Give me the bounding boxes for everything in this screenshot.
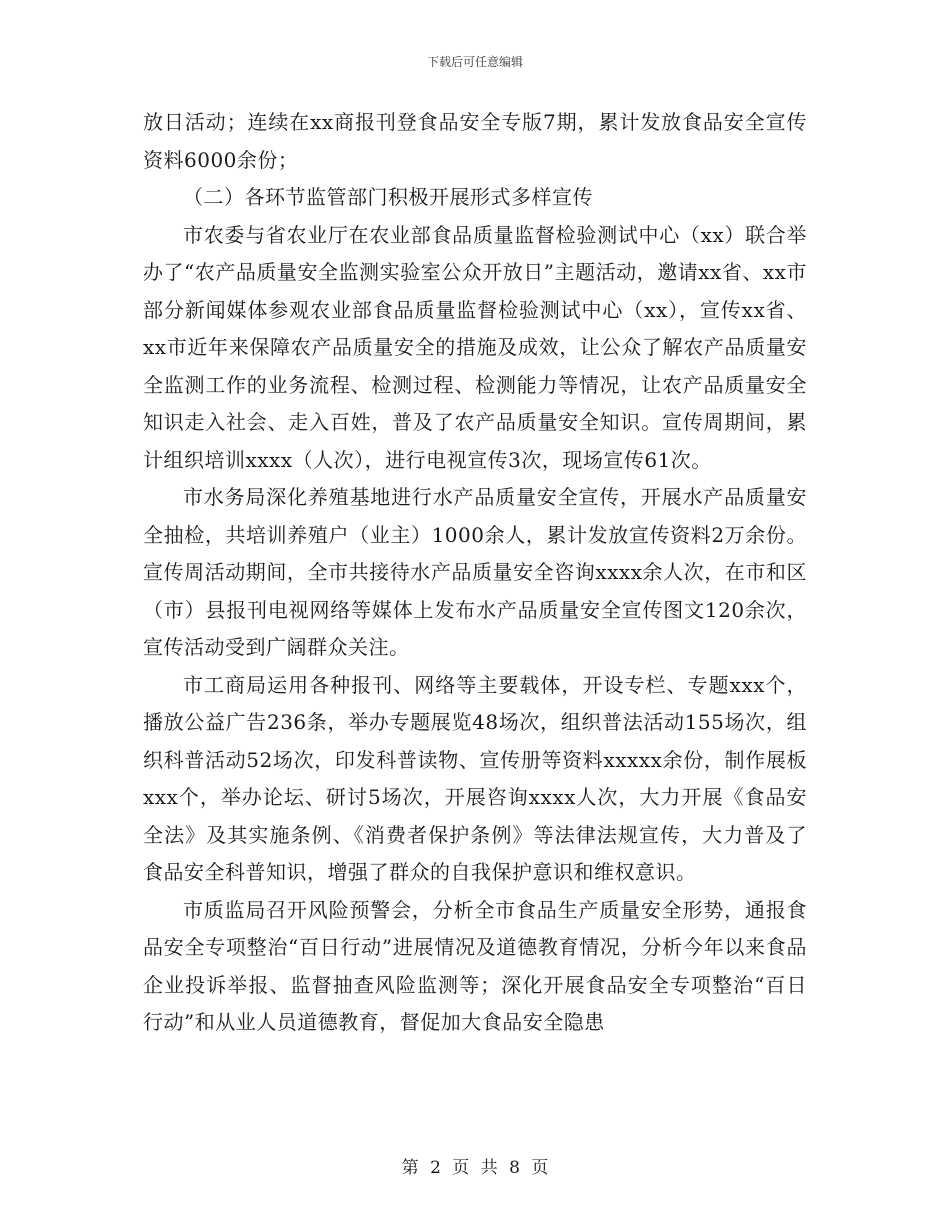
paragraph-commerce: 市工商局运用各种报刊、网络等主要载体，开设专栏、专题xxx个，播放公益广告236条，举办专题展览48场次，组织普法活动155场次，组织科普活动52场次，印发科普读物、宣传册等资料xxxxx余份，制作展板xxx个，举办论坛、研讨5场次，开展咨询xxxx人次，大力开展《食品安全法》及其实施条例、《消费者保护条例》等法律法规宣传，大力普及了食品安全科普知识，增强了群众的自我保护意识和维权意识。 xyxy=(143,672,807,884)
page-header: 下载后可任意编辑 xyxy=(426,55,523,69)
paragraph-1: 放日活动；连续在xx商报刊登食品安全专版7期，累计发放食品安全宣传资料6000余份； xyxy=(143,110,807,172)
section-heading: （二）各环节监管部门积极开展形式多样宣传 xyxy=(183,185,593,209)
paragraph-agriculture: 市农委与省农业厅在农业部食品质量监督检验测试中心（xx）联合举办了“农产品质量安全监测实验室公众开放日”主题活动，邀请xx省、xx市部分新闻媒体参观农业部食品质量监督检验测试中心（xx），宣传xx省、xx市近年来保障农产品质量安全的措施及成效，让公众了解农产品质量安全监测工作的业务流程、检测过程、检测能力等情况，让农产品质量安全知识走入社会、走入百姓，普及了农产品质量安全知识。宣传周期间，累计组织培训xxxx（人次），进行电视宣传3次，现场宣传61次。 xyxy=(143,222,807,472)
paragraph-water-affairs: 市水务局深化养殖基地进行水产品质量安全宣传，开展水产品质量安全抽检，共培训养殖户（业主）1000余人，累计发放宣传资料2万余份。宣传周活动期间，全市共接待水产品质量安全咨询xxxx余人次，在市和区（市）县报刊电视网络等媒体上发布水产品质量安全宣传图文120余次，宣传活动受到广阔群众关注。 xyxy=(143,485,807,659)
page-number-footer: 第 2 页 共 8 页 xyxy=(401,1158,549,1178)
document-body xyxy=(143,104,807,1042)
paragraph-quality-supervision: 市质监局召开风险预警会，分析全市食品生产质量安全形势，通报食品安全专项整治“百日行动”进展情况及道德教育情况，分析今年以来食品企业投诉举报、监督抽查风险监测等；深化开展食品安全专项整治“百日行动”和从业人员道德教育，督促加大食品安全隐患 xyxy=(143,897,807,1034)
